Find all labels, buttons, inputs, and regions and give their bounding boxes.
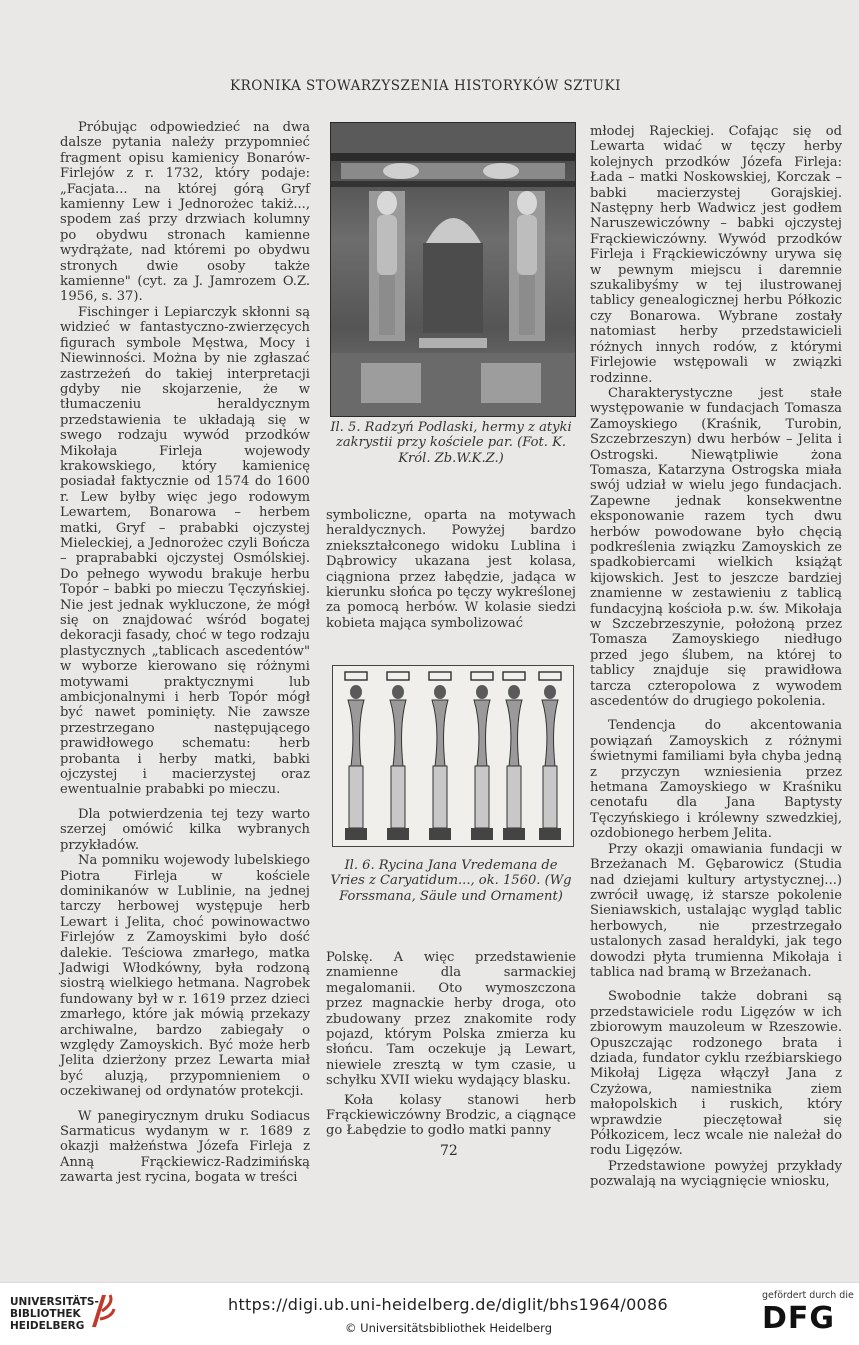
paragraph: W panegirycznym druku Sodiacus Sarmaticus wydanym w r. 1689 z okazji małżeństwa Józefa Firleja z Anną Frąckiewicz-Radzimińską zawarta jest rycina, bogata w treści	[60, 1108, 310, 1186]
photo-illustration	[331, 123, 575, 416]
library-logo-text[interactable]	[10, 1296, 99, 1332]
paragraph: Polskę. A więc przedstawienie znamienne dla sarmackiej megalomanii. Oto wymoszczona przez magnackie herby droga, oto zbudowany przez znakomite rody pojazd, którym Polska zmierza ku słońcu. Tam oczekuje ją Lewart, niewiele zresztą w tym czasie, u schyłku XVII wieku wydający blasku.	[326, 950, 576, 1089]
paragraph: Charakterystyczne jest stałe występowanie w fundacjach Tomasza Zamoyskiego (Kraśnik, Turobin, Szczebrzeszyn) dwu herbów – Jelita i Ostrogski. Niewątpliwie żona Tomasza, Katarzyna Ostrogska miała swój udział w wielu jego fundacjach. Zapewne jednak konsekwentne eksponowanie razem tych dwu herbów powodowane było chęcią podkreślenia związku Zamoyskich ze spadkobiercami wielkich książąt kijowskich. Jest to jeszcze bardziej znamienne w zestawieniu z tablicą fundacyjną kościoła p.w. św. Mikołaja w Szczebrzeszynie, położoną przez Tomasza Zamoyskiego niedługo przed jego ślubem, na której to tablicy znajduje się prawidłowa tarcza czteropolowa z wywodem ascedentów do drugiego pokolenia.	[590, 385, 842, 710]
column-left	[60, 120, 310, 1186]
paragraph: Dla potwierdzenia tej tezy warto szerzej omówić kilka wybranych przykładów.	[60, 806, 310, 853]
paragraph: Przedstawione powyżej przykłady pozwalają na wyciągnięcie wniosku,	[590, 1158, 842, 1190]
paragraph: Przy okazji omawiania fundacji w Brzeżanach M. Gębarowicz (Studia nad dziejami kultury artystycznej...) zwrócił uwagę, iż starsze pokolenie Sieniawskich, ustalając wygląd tablic herbowych, nie przestrzegało ustalonych zasad heraldyki, jak tego dowodzi płyta trumienna Mikołaja i tablica nad bramą w Brzeżanach.	[590, 841, 842, 980]
caption-figure-5	[326, 420, 576, 466]
figure-caption: Il. 6. Rycina Jana Vredemana de Vries z Caryatidum..., ok. 1560. (Wg Forssmana, Säule und Ornament)	[330, 858, 572, 904]
paragraph: Tendencja do akcentowania powiązań Zamoyskich z różnymi świetnymi familiami była chyba jedną z przyczyn wzniesienia przez hetmana Zamoyskiego w Kraśniku cenotafu dla Jana Baptysty Tęczyńskiego i królewny szwedzkiej, ozdobionego herbem Jelita.	[590, 718, 842, 842]
engraving-caryatids	[332, 665, 574, 847]
paragraph: Próbując odpowiedzieć na dwa dalsze pytania należy przypomnieć fragment opisu kamienicy Bonarów-Firlejów z r. 1732, który podaje: „Facjata... na której górą Gryf kamienny Lew i Jednorożec takiż..., spodem zaś przy drzwiach kolumny po obydwu stronach kamienne wydrążate, nad któremi po obydwu stronych dwie osoby także kamienne" (cyt. za J. Jamrozem O.Z. 1956, s. 37).	[60, 120, 310, 305]
logo-line: UNIVERSITÄTS-	[10, 1296, 99, 1308]
column-middle-lower	[326, 950, 576, 1139]
figure-caption: Il. 5. Radzyń Podlaski, hermy z atyki zakrystii przy kościele par. (Fot. K. Król. Zb.W.K.Z.)	[330, 420, 572, 466]
paragraph: symboliczne, oparta na motywach heraldycznych. Powyżej bardzo zniekształconego widoku Lublina i Dąbrowicy ukazana jest kolasa, ciągniona przez łabędzie, jadąca w kierunku słońca po tęczy wykreślonej za pomocą herbów. W kolasie siedzi kobieta mająca symbolizować	[326, 508, 576, 631]
dfg-logo[interactable]: DFG	[762, 1301, 836, 1336]
column-right	[590, 124, 842, 1190]
paragraph: Koła kolasy stanowi herb Frąckiewiczówny Brodzic, a ciągnące go Łabędzie to godło matki panny	[326, 1092, 576, 1139]
digitization-footer	[0, 1282, 859, 1345]
logo-line: BIBLIOTHEK	[10, 1308, 81, 1320]
paragraph: Swobodnie także dobrani są przedstawiciele rodu Ligęzów w ich zbiorowym mauzoleum w Rzeszowie. Opuszczając rodzonego brata i dziada, fundator cyklu rzeźbiarskiego Mikołaj Ligęza włączył Jana z Czyżowa, namiestnika ziem małopolskich i ruskich, który wprawdzie pieczętował się Półkozicem, lecz wcale nie należał do rodu Ligęzów.	[590, 989, 842, 1159]
page-number: 72	[440, 1143, 458, 1159]
engraving-illustration	[333, 666, 573, 846]
paragraph: Na pomniku wojewody lubelskiego Piotra Firleja w kościele dominikanów w Lublinie, na jednej tarczy herbowej występuje herb Lewart i Jelita, choć powinowactwo Firlejów z Zamoyskimi było dość dalekie. Teściowa zmarłego, matka Jadwigi Włodkówny, była rodzoną siostrą wielkiego hetmana. Nagrobek fundowany był w r. 1619 przez dzieci zmarłego, które jak mówią przekazy archiwalne, bardzo zabiegały o względy Zamoyskich. Być może herb Jelita dzierżony przez Lewarta miał być aluzją, przypomnieniem o oczekiwanej od ordynatów protekcji.	[60, 853, 310, 1100]
permalink-url[interactable]: https://digi.ub.uni-heidelberg.de/diglit/bhs1964/0086	[228, 1295, 669, 1314]
library-logo-icon[interactable]	[88, 1291, 118, 1331]
column-middle-upper	[326, 508, 576, 631]
logo-line: HEIDELBERG	[10, 1320, 85, 1332]
copyright-notice: © Universitätsbibliothek Heidelberg	[345, 1321, 553, 1335]
photo-radzyn-hermy	[330, 122, 576, 417]
funded-by-label: gefördert durch die	[762, 1290, 854, 1301]
caption-figure-6	[326, 858, 576, 904]
paragraph: Fischinger i Lepiarczyk skłonni są widzieć w fantastyczno-zwierzęcych figurach symbole Męstwa, Mocy i Niewinności. Można by nie zgłaszać zastrzeżeń do takiej interpretacji gdyby nie skojarzenie, że w tłumaczeniu heraldycznym przedstawienia te układają się w swego rodzaju wywód przodków Mikołaja Firleja wojewody krakowskiego, który kamienicę posiadał faktycznie od 1574 do 1600 r. Lew byłby więc jego rodowym Lewartem, Bonarowa – herbem matki, Gryf – prababki ojczystej Mieleckiej, a Jednorożec czyli Bończa – praprababki ojczystej Osmólskiej. Do pełnego wywodu brakuje herbu Topór – babki po mieczu Tęczyńskiej. Nie jest jednak wykluczone, że mógł się on znajdować wśród bogatej dekoracji fasady, choć w tego rodzaju plastycznych „tablicach ascedentów" w wyborze kierowano się różnymi motywami praktycznymi lub ambicjonalnymi i herb Topór mógł być nawet pominięty. Nie zawsze przestrzegano następującego prawidłowego schematu: herb probanta i herby matki, babki ojczystej i macierzystej oraz ewentualnie prababki po mieczu.	[60, 304, 310, 798]
paragraph: młodej Rajeckiej. Cofając się od Lewarta widać w tęczy herby kolejnych przodków Józefa Firleja: Łada – matki Noskowskiej, Korczak – babki macierzystej Gorajskiej. Następny herb Wadwicz jest godłem Naruszewiczówny – babki ojczystej Frąckiewiczówny. Wywód przodków Firleja i Frąckiewiczówny urywa się w pewnym miejscu i daremnie szukalibyśmy w tej ilustrowanej tablicy genealogicznej herbu Półkozic czy Bonarowa. Wybrane zostały natomiast herby przedstawicieli różnych innych rodów, z którymi Firlejowie wstępowali w związki rodzinne.	[590, 124, 842, 386]
running-head: KRONIKA STOWARZYSZENIA HISTORYKÓW SZTUKI	[230, 78, 621, 94]
